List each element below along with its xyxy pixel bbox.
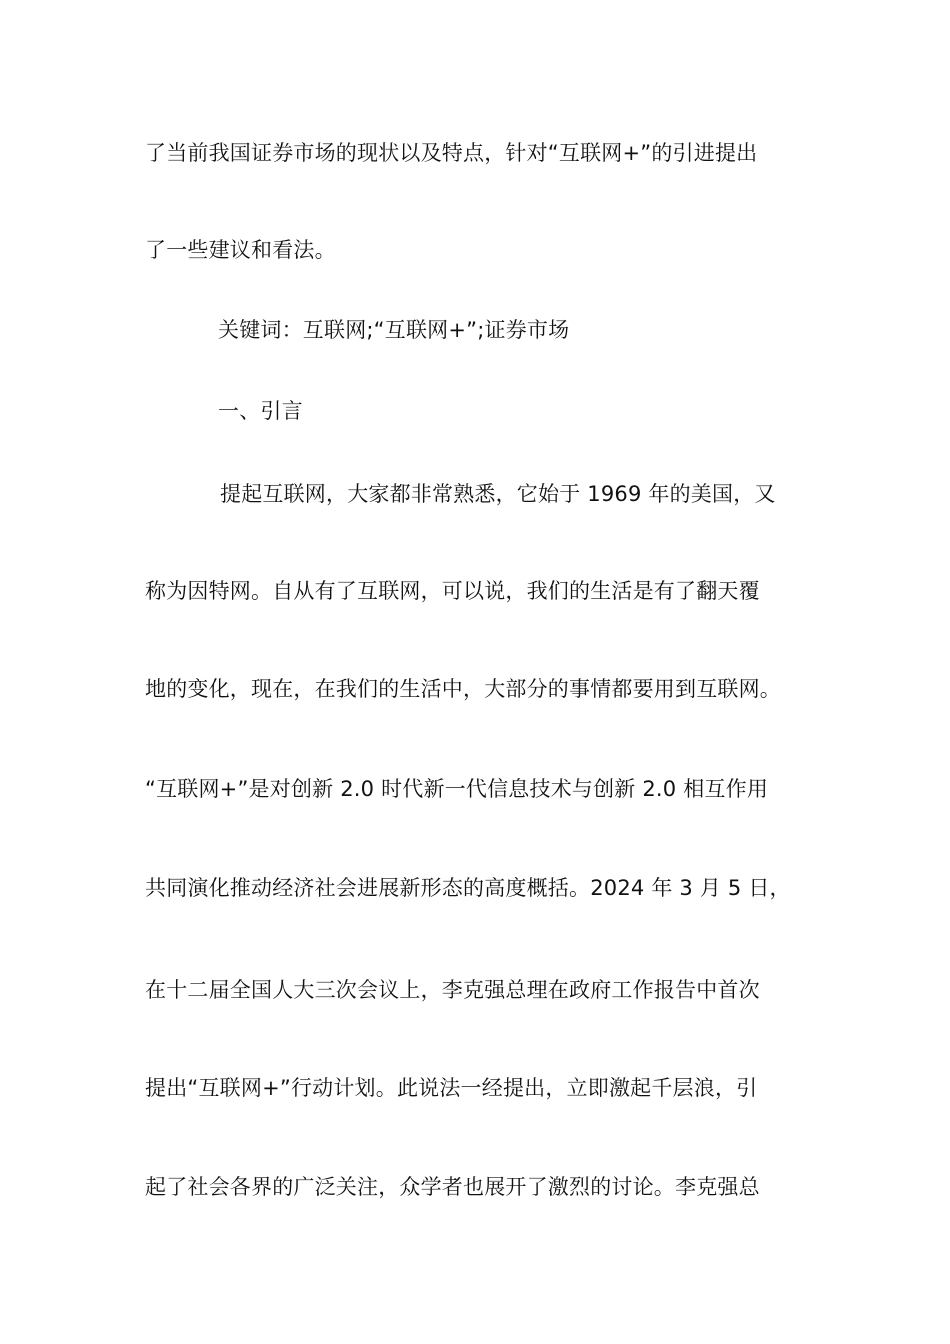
abstract-line-2: 了一些建议和看法。	[145, 238, 336, 262]
paragraph-line-1: 提起互联网，大家都非常熟悉，它始于 1969 年的美国，又	[220, 482, 776, 506]
paragraph-line-6: 在十二届全国人大三次会议上，李克强总理在政府工作报告中首次	[145, 978, 760, 1002]
paragraph-line-2: 称为因特网。自从有了互联网，可以说，我们的生活是有了翻天覆	[145, 579, 760, 603]
paragraph-line-7: 提出“互联网+”行动计划。此说法一经提出，立即激起千层浪，引	[145, 1076, 758, 1100]
section-heading: 一、引言	[218, 399, 303, 423]
paragraph-line-3: 地的变化，现在，在我们的生活中，大部分的事情都要用到互联网。	[145, 677, 781, 701]
paragraph-line-5: 共同演化推动经济社会进展新形态的高度概括。2024 年 3 月 5 日，	[145, 876, 791, 900]
keywords-line: 关键词：互联网;“互联网+”;证券市场	[218, 318, 570, 342]
paragraph-line-4: “互联网+”是对创新 2.0 时代新一代信息技术与创新 2.0 相互作用	[145, 777, 769, 801]
paragraph-line-8: 起了社会各界的广泛关注，众学者也展开了激烈的讨论。李克强总	[145, 1175, 760, 1199]
abstract-line-1: 了当前我国证券市场的现状以及特点，针对“互联网+”的引进提出	[145, 141, 758, 165]
